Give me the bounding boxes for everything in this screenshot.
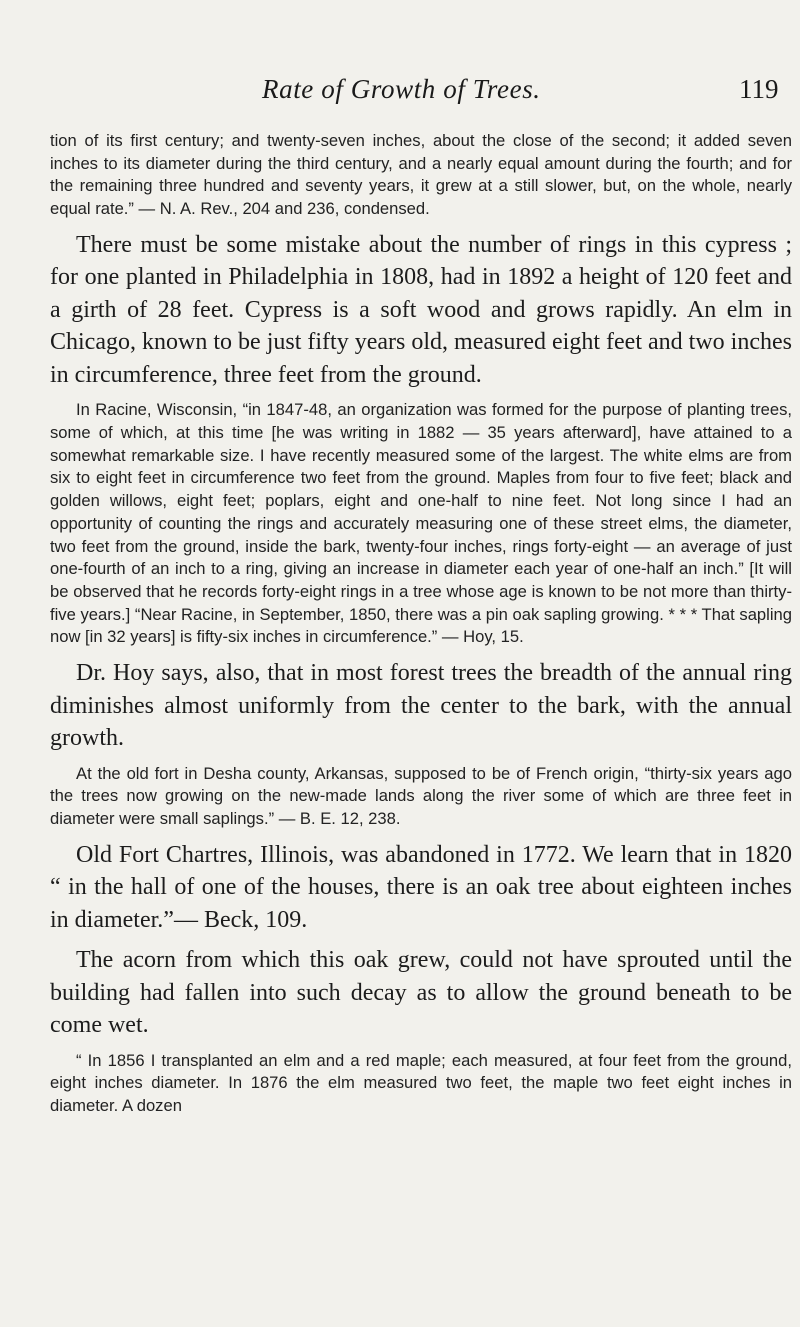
page-body — [50, 130, 792, 1118]
running-title: Rate of Growth of Trees. — [262, 74, 541, 104]
racine-quote-paragraph: In Racine, Wisconsin, “in 1847-48, an organization was formed for the purpose of planting trees, some of which, at this time [he was writing in 1882 — 35 years afterward], have attained to a somewhat remarkable size. I have recently measured some of the largest. The white elms are from six to eight feet in circumference two feet from the ground. Maples from four to five feet; black and golden willows, eight feet; poplars, eight and one-half to nine feet. Not long since I had an opportunity of counting the rings and accurately measuring one of these street elms, the diameter, two feet from the ground, inside the bark, twenty-four inches, rings forty-eight — an average of just one-fourth of an inch to a ring, giving an increase in diameter each year of one-half an inch.” [It will be observed that he records forty-eight rings in a tree whose age is known to be not more than thirty-five years.] “Near Racine, in September, 1850, there was a pin oak sapling growing. * * * That sapling now [in 32 years] is fifty-six inches in circumference.” — Hoy, 15. — [50, 400, 792, 647]
elm-maple-quote-paragraph: “ In 1856 I transplanted an elm and a red maple; each measured, at four feet from the ground, eight inches diameter. In 1876 the elm measured two feet, the maple two feet eight inches in diameter. A dozen — [50, 1050, 792, 1116]
fort-chartres-paragraph: Old Fort Chartres, Illinois, was abandoned in 1772. We learn that in 1820 “ in the hall of one of the houses, there is an oak tree about eighteen inches in diameter.”— Beck, 109. — [50, 841, 792, 933]
hoy-commentary-paragraph: Dr. Hoy says, also, that in most forest trees the breadth of the annual ring diminishes almost uniformly from the center to the bark, with the annual growth. — [50, 660, 792, 752]
acorn-paragraph: The acorn from which this oak grew, could not have sprouted until the building had fallen into such decay as to allow the ground beneath to be come wet. — [50, 947, 792, 1039]
page-header — [0, 74, 800, 114]
desha-county-quote-paragraph: At the old fort in Desha county, Arkansas, supposed to be of French origin, “thirty-six years ago the trees now growing on the new-made lands along the river some of which are three feet in diameter were small saplings.” — B. E. 12, 238. — [50, 763, 792, 828]
page-number: 119 — [739, 74, 779, 104]
quote-continuation-paragraph: tion of its first century; and twenty-seven inches, about the close of the second; it added seven inches to its diameter during the third century, and a nearly equal amount during the fourth; and for the remaining three hundred and seventy years, it grew at a still slower, but, on the whole, nearly equal rate.” — N. A. Rev., 204 and 236, condensed. — [50, 131, 792, 219]
cypress-commentary-paragraph: There must be some mistake about the number of rings in this cypress ; for one planted in Philadelphia in 1808, had in 1892 a height of 120 feet and a girth of 28 feet. Cypress is a soft wood and grows rapidly. An elm in Chicago, known to be just fifty years old, measured eight feet and two inches in circumference, three feet from the ground. — [50, 231, 792, 388]
